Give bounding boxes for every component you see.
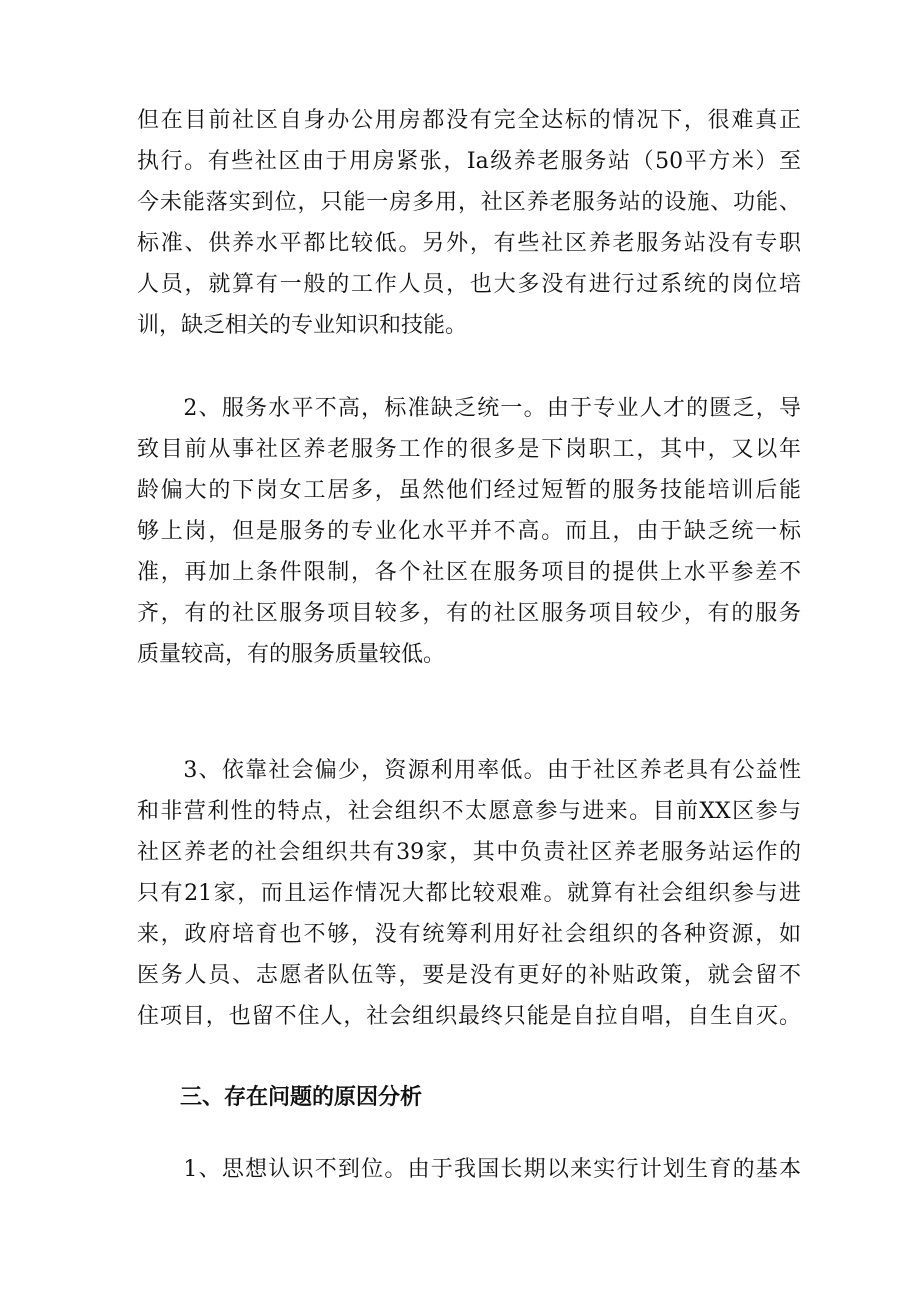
section-heading: 三、存在问题的原因分析 bbox=[180, 1085, 423, 1110]
text-line: 和非营利性的特点，社会组织不太愿意参与进来。目前XX区参与 bbox=[137, 799, 801, 824]
paragraph-service-level bbox=[137, 388, 801, 675]
text-line: 致目前从事社区养老服务工作的很多是下岗职工，其中，又以年 bbox=[137, 437, 801, 462]
text-line: 够上岗，但是服务的专业化水平并不高。而且，由于缺乏统一标 bbox=[137, 519, 801, 544]
text-line: 训，缺乏相关的专业知识和技能。 bbox=[137, 313, 468, 338]
text-line: 执行。有些社区由于用房紧张，Ia级养老服务站（50平方米）至 bbox=[137, 149, 801, 174]
text-line: 齐，有的社区服务项目较多，有的社区服务项目较少，有的服务 bbox=[137, 601, 801, 626]
text-line: 但在目前社区自身办公用房都没有完全达标的情况下，很难真正 bbox=[137, 108, 801, 133]
text-line: 今未能落实到位，只能一房多用，社区养老服务站的设施、功能、 bbox=[137, 190, 801, 215]
paragraph-cause-awareness bbox=[137, 1149, 801, 1190]
text-line: 质量较高，有的服务质量较低。 bbox=[137, 642, 446, 667]
paragraph-facility-shortage bbox=[137, 100, 801, 346]
text-line: 1、思想认识不到位。由于我国长期以来实行计划生育的基本 bbox=[137, 1157, 801, 1182]
text-line: 人员，就算有一般的工作人员，也大多没有进行过系统的岗位培 bbox=[137, 272, 801, 297]
text-line: 来，政府培育也不够，没有统筹利用好社会组织的各种资源，如 bbox=[137, 922, 801, 947]
text-line: 准，再加上条件限制，各个社区在服务项目的提供上水平参差不 bbox=[137, 560, 801, 585]
text-line: 2、服务水平不高，标准缺乏统一。由于专业人才的匮乏，导 bbox=[137, 396, 801, 421]
text-line: 3、依靠社会偏少，资源利用率低。由于社区养老具有公益性 bbox=[137, 758, 801, 783]
text-line: 只有21家，而且运作情况大都比较艰难。就算有社会组织参与进 bbox=[137, 881, 801, 906]
text-line: 医务人员、志愿者队伍等，要是没有更好的补贴政策，就会留不 bbox=[137, 963, 801, 988]
text-line: 住项目，也留不住人，社会组织最终只能是自拉自唱，自生自灭。 bbox=[137, 1004, 801, 1029]
paragraph-social-resources bbox=[137, 750, 801, 1037]
text-line: 社区养老的社会组织共有39家，其中负责社区养老服务站运作的 bbox=[137, 840, 801, 865]
text-line: 标准、供养水平都比较低。另外，有些社区养老服务站没有专职 bbox=[137, 231, 801, 256]
text-line: 龄偏大的下岗女工居多，虽然他们经过短暂的服务技能培训后能 bbox=[137, 478, 801, 503]
